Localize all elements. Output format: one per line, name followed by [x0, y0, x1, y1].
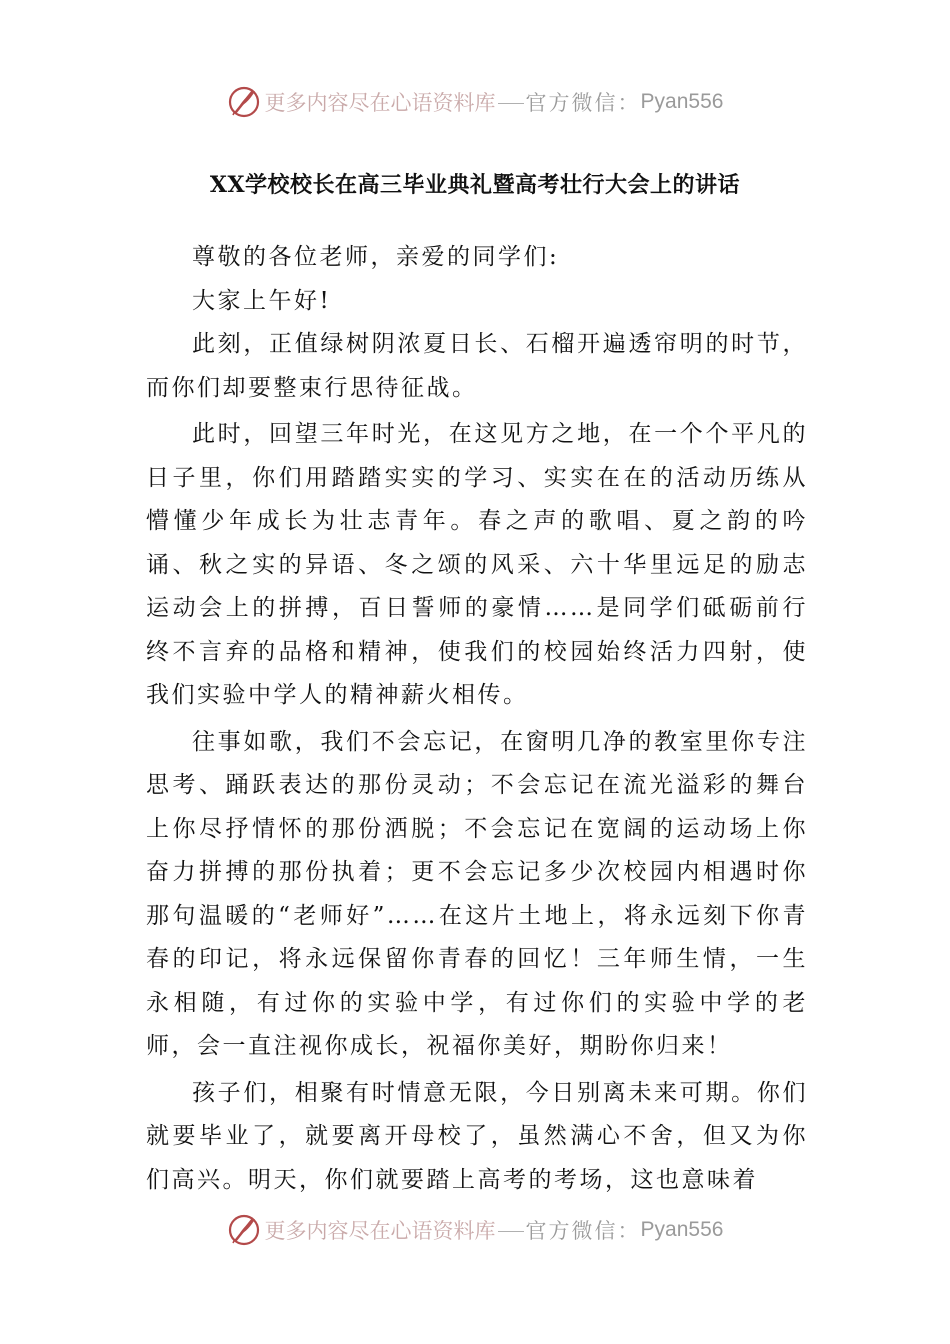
watermark-dash-divider — [498, 103, 524, 104]
salutation-paragraph: 尊敬的各位老师，亲爱的同学们: — [192, 244, 560, 270]
footer-watermark-banner — [0, 1208, 950, 1252]
body-paragraph: 此刻，正值绿树阴浓夏日长、石榴开遍透帘明的时节，而你们却要整束行思待征战。 — [146, 331, 808, 401]
quill-pen-logo-icon — [227, 85, 261, 119]
wechat-id: Pyan556 — [640, 1218, 724, 1241]
header-watermark-banner — [0, 80, 950, 124]
body-paragraph: 孩子们，相聚有时情意无限，今日别离未来可期。你们就要毕业了，就要离开母校了，虽然满心不舍，但又为你们高兴。明天，你们就要踏上高考的考场，这也意味着 — [146, 1079, 808, 1193]
document-body — [146, 236, 808, 1202]
watermark-dash-divider — [498, 1231, 524, 1232]
quill-pen-logo-icon — [227, 1213, 261, 1247]
wechat-label: 官方微信： — [525, 91, 641, 115]
watermark-text: 更多内容尽在心语资料库 — [264, 1219, 496, 1243]
wechat-id: Pyan556 — [640, 90, 724, 113]
wechat-label: 官方微信： — [525, 1219, 641, 1243]
body-paragraph: 往事如歌，我们不会忘记，在窗明几净的教室里你专注思考、踊跃表达的那份灵动；不会忘记在流光溢彩的舞台上你尽抒情怀的那份洒脱；不会忘记在宽阔的运动场上你奋力拼搏的那份执着；更不会忘记多少次校园内相遇时你那句温暖的“老师好”……在这片土地上，将永远刻下你青春的印记，将永远保留你青春的回忆！三年师生情，一生永相随，有过你的实验中学，有过你们的实验中学的老师，会一直注视你成长，祝福你美好，期盼你归来！ — [146, 728, 808, 1059]
watermark-text: 更多内容尽在心语资料库 — [264, 91, 496, 115]
document-title: XX学校校长在高三毕业典礼暨高考壮行大会上的讲话 — [209, 172, 741, 198]
body-paragraph: 此时，回望三年时光，在这见方之地，在一个个平凡的日子里，你们用踏踏实实的学习、实实在在的活动历练从懵懂少年成长为壮志青年。春之声的歌唱、夏之韵的吟诵、秋之实的异语、冬之颂的风采、六十华里远足的励志运动会上的拼搏，百日誓师的豪情……是同学们砥砺前行终不言弃的品格和精神，使我们的校园始终活力四射，使我们实验中学人的精神薪火相传。 — [146, 421, 808, 708]
greeting-paragraph: 大家上午好! — [192, 287, 332, 314]
